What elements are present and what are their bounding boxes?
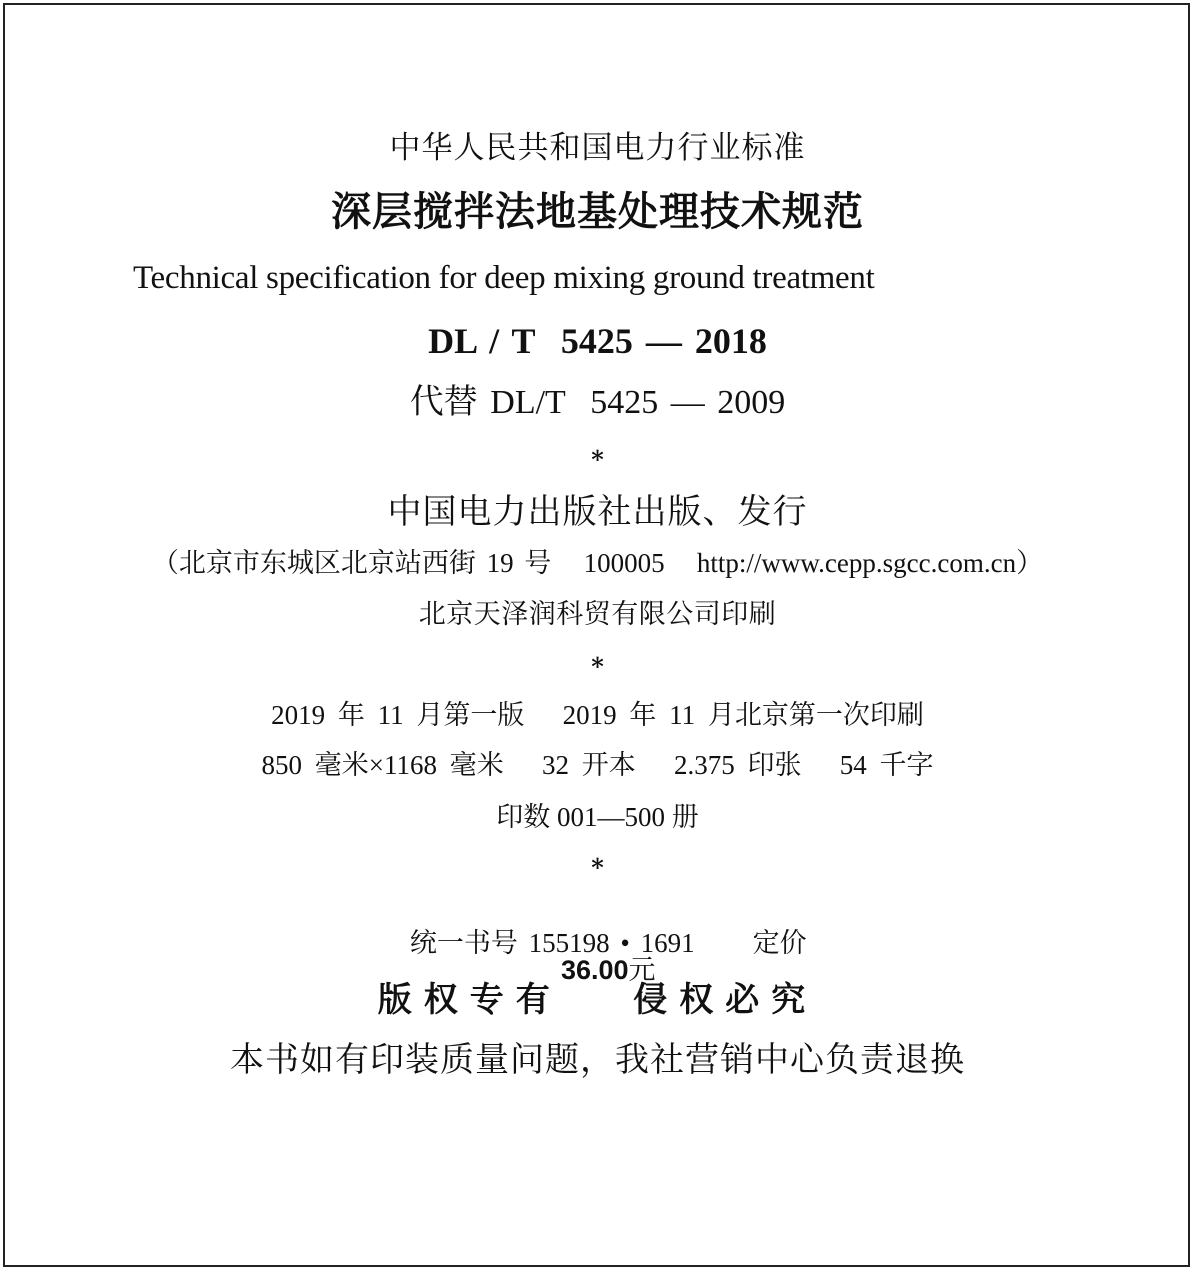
standard-code: DL / T 5425 — 2018 (428, 321, 767, 361)
replaces-standard: 代替 DL/T 5425 — 2009 (409, 384, 786, 421)
rights-statement: 版权专有 侵权必究 (377, 980, 818, 1020)
standard-category: 中华人民共和国电力行业标准 (389, 130, 806, 166)
printer: 北京天泽润科贸有限公司印刷 (418, 599, 777, 630)
separator-star: * (591, 445, 604, 474)
price-value: 36.00 (560, 955, 629, 985)
price-unit: 元 (628, 955, 656, 985)
separator-star: * (591, 853, 604, 882)
publisher-address: （北京市东城区北京站西街 19 号 100005 http://www.cepp.sgcc.com.cn） (151, 548, 1044, 578)
price-label: 定价 (752, 928, 807, 958)
book-number-price (0, 903, 1195, 984)
title-chinese: 深层搅拌法地基处理技术规范 (331, 189, 864, 235)
publisher: 中国电力出版社出版、发行 (387, 492, 808, 532)
print-run: 印数 001—500 册 (496, 802, 699, 832)
quality-notice: 本书如有印装质量问题，我社营销中心负责退换 (230, 1040, 965, 1080)
book-number: 统一书号 155198 • 1691 (409, 928, 695, 958)
title-english: Technical specification for deep mixing ground treatment (133, 260, 875, 296)
format-info: 850 毫米×1168 毫米 32 开本 2.375 印张 54 千字 (261, 750, 934, 780)
separator-star: * (591, 652, 604, 681)
edition-info: 2019 年 11 月第一版 2019 年 11 月北京第一次印刷 (271, 700, 924, 730)
